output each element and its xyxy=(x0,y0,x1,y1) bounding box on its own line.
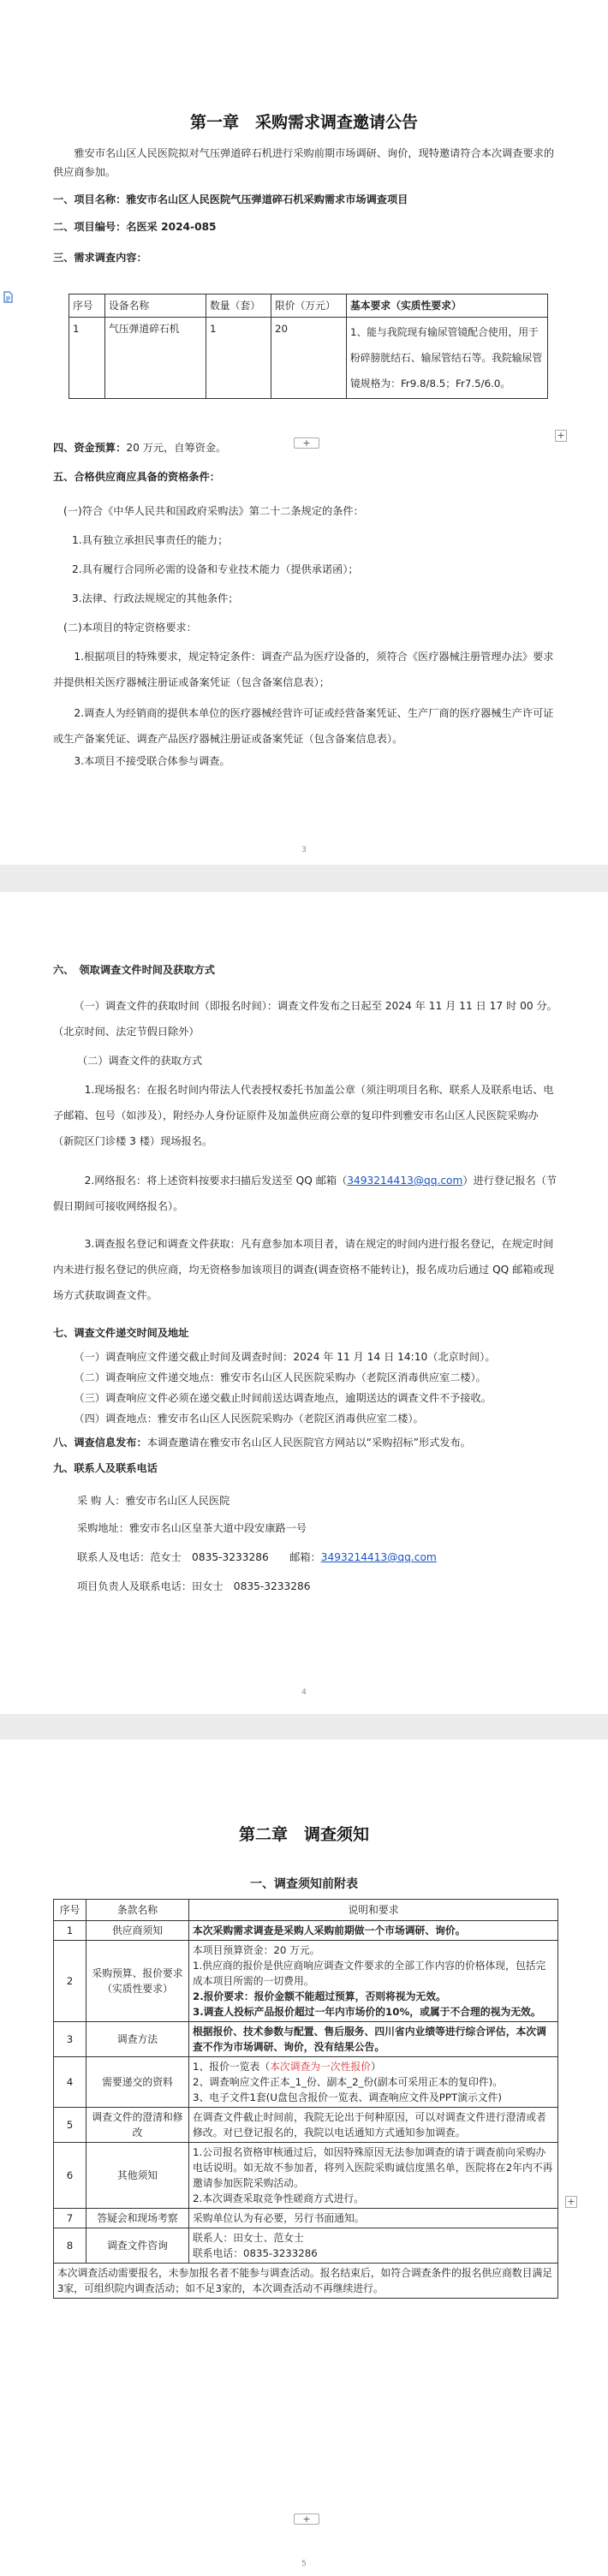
document-page-4 xyxy=(0,892,608,1714)
table-row xyxy=(54,1941,558,2022)
section-eight xyxy=(53,1433,558,1452)
cell-line: 1.供应商的报价是供应商响应调查文件要求的全部工作内容的价格体现，包括完成本项目所需的一切费用。 xyxy=(193,1960,546,1987)
table-cell: 7 xyxy=(54,2209,86,2228)
add-column-button[interactable]: + xyxy=(555,430,567,442)
add-column-button[interactable]: + xyxy=(565,2196,577,2208)
add-row-button[interactable]: + xyxy=(294,2514,319,2525)
table-cell xyxy=(189,2057,558,2108)
qualification-heading: 五、合格供应商应具备的资格条件： xyxy=(53,471,220,483)
chapter-title: 第一章 采购需求调查邀请公告 xyxy=(189,113,418,132)
table-cell xyxy=(189,1941,558,2022)
email-link[interactable]: 3493214413@qq.com xyxy=(347,1175,463,1187)
table-header-cell: 限价（万元） xyxy=(271,294,347,318)
table-row xyxy=(54,2057,558,2108)
table-cell: 5 xyxy=(54,2108,86,2143)
table-cell: 调查文件的澄清和修改 xyxy=(86,2108,189,2143)
text: ） xyxy=(371,2061,381,2073)
table-cell: 供应商须知 xyxy=(86,1921,189,1941)
paragraph: （三）调查响应文件必须在递交截止时间前送达调查地点，逾期送达的调查文件不予接收。 xyxy=(74,1392,492,1404)
table-cell: 调查文件咨询 xyxy=(86,2228,189,2264)
table-header-cell: 基本要求（实质性要求） xyxy=(347,294,548,318)
cell-line: 3、电子文件1套(U盘包含报价一览表、调查响应文件及PPT演示文件) xyxy=(193,2091,503,2103)
condition-item: 3.本项目不接受联合体参与调查。 xyxy=(74,755,230,767)
table-cell: 20 xyxy=(271,318,347,399)
text: ）进行登记报名（节假日期间可接收网络报名）。 xyxy=(53,1175,557,1212)
page-number: 3 xyxy=(301,846,307,854)
text: 2.网络报名：将上述资料按要求扫描后发送至 QQ 邮箱（ xyxy=(84,1175,348,1187)
table-header-row xyxy=(54,1900,558,1921)
project-number: 二、项目编号：名医采 2024-085 xyxy=(53,221,217,233)
table-header-cell: 序号 xyxy=(69,294,105,318)
condition-item: 1.根据项目的特殊要求，规定特定条件：调查产品为医疗设备的，须符合《医疗器械注册管理办法》要求并提供相关医疗器械注册证或备案凭证（包含备案信息表）； xyxy=(53,651,554,688)
table-cell: 1 xyxy=(54,1921,86,1941)
table-cell: 采购单位认为有必要，另行书面通知。 xyxy=(189,2209,558,2228)
page-number: 4 xyxy=(301,1688,307,1697)
table-cell: 8 xyxy=(54,2228,86,2264)
table-cell: 需要递交的资料 xyxy=(86,2057,189,2108)
table-header-cell: 说明和要求 xyxy=(189,1900,558,1921)
highlight-text: 本次调查为一次性报价 xyxy=(270,2061,372,2073)
budget-value: 20 万元，自筹资金。 xyxy=(126,442,227,454)
table-cell: 6 xyxy=(54,2143,86,2209)
email-link[interactable]: 3493214413@qq.com xyxy=(320,1551,437,1563)
condition-item: 1.具有独立承担民事责任的能力； xyxy=(72,534,229,546)
table-cell: 3 xyxy=(54,2022,86,2057)
section-seven-heading: 七、调查文件递交时间及地址 xyxy=(53,1327,189,1339)
table-cell xyxy=(189,2228,558,2264)
table-cell: 气压弹道碎石机 xyxy=(105,318,206,399)
table-row xyxy=(69,318,548,399)
document-page-3 xyxy=(0,0,608,865)
cell-line: 本项目预算资金：20 万元。 xyxy=(193,1944,320,1956)
table-header-cell: 序号 xyxy=(54,1900,86,1921)
table-cell xyxy=(189,2143,558,2209)
condition-item: 2.调查人为经销商的提供本单位的医疗器械经营许可证或经营备案凭证、生产厂商的医疗器械生产许可证或生产备案凭证、调查产品医疗器械注册证或备案凭证（包含备案信息表）。 xyxy=(53,707,554,745)
budget-line xyxy=(53,438,558,457)
page-number: 5 xyxy=(301,2560,307,2568)
intro-paragraph: 雅安市名山区人民医院拟对气压弹道碎石机进行采购前期市场调研、询价，现特邀请符合本次调查要求的供应商参加。 xyxy=(53,147,555,178)
cell-line xyxy=(193,2059,554,2074)
contact-purchaser: 采 购 人：雅安市名山区人民医院 xyxy=(77,1495,230,1507)
table-cell: 在调查文件截止时间前，我院无论出于何种原因，可以对调查文件进行澄清或者修改。对已登记报名的，我院以电话通知方式通知参加调查。 xyxy=(189,2108,558,2143)
notice-table xyxy=(53,1899,558,2299)
paragraph: 1.现场报名：在报名时间内带法人代表授权委托书加盖公章（须注明项目名称、联系人及联系电话、电子邮箱、包号（如涉及），附经办人身份证原件及加盖供应商公章的复印件到雅安市名山区人民医院采购办（新院区门诊楼 3 楼）现场报名。 xyxy=(53,1084,554,1147)
text: 联系人及电话：范女士 0835-3233286 邮箱： xyxy=(77,1551,321,1563)
cell-line: 1.公司报名资格审核通过后，如因特殊原因无法参加调查的请于调查前向采购办电话说明。如无故不参加者，将列入医院采购诚信度黑名单，医院将在2年内不再邀请参加医院采购活动。 xyxy=(193,2146,553,2189)
contact-project-lead: 项目负责人及联系电话：田女士 0835-3233286 xyxy=(77,1580,311,1592)
table-cell: 1 xyxy=(69,318,105,399)
document-icon[interactable] xyxy=(2,291,15,303)
table-cell: 调查方法 xyxy=(86,2022,189,2057)
table-cell: 答疑会和现场考察 xyxy=(86,2209,189,2228)
table-row xyxy=(54,2143,558,2209)
condition-item: 3.法律、行政法规规定的其他条件； xyxy=(72,592,239,604)
add-row-button[interactable]: + xyxy=(294,437,319,449)
table-cell: 其他须知 xyxy=(86,2143,189,2209)
survey-content-heading: 三、需求调查内容： xyxy=(53,252,147,264)
contact-address: 采购地址：雅安市名山区皇茶大道中段安康路一号 xyxy=(77,1522,307,1534)
section-six-heading: 六、 领取调查文件时间及获取方式 xyxy=(53,964,215,976)
section-eight-label: 八、调查信息发布： xyxy=(53,1437,147,1449)
table-cell: 1 xyxy=(206,318,271,399)
section-nine-heading: 九、联系人及联系电话 xyxy=(53,1462,158,1474)
notice-table-title: 一、调查须知前附表 xyxy=(250,1877,358,1891)
cell-line: 联系人：田女士、范女士 xyxy=(193,2232,304,2244)
requirements-table xyxy=(69,294,548,399)
table-header-cell: 条款名称 xyxy=(86,1900,189,1921)
table-cell: 本次采购需求调查是采购人采购前期做一个市场调研、询价。 xyxy=(189,1921,558,1941)
table-header-row xyxy=(69,294,548,318)
paragraph: （二）调查响应文件递交地点：雅安市名山区人民医院采购办（老院区消毒供应室二楼）。 xyxy=(74,1371,486,1383)
condition-general: (一)符合《中华人民共和国政府采购法》第二十二条规定的条件： xyxy=(63,505,364,517)
table-footer-cell: 本次调查活动需要报名，未参加报名者不能参与调查活动。报名结束后，如符合调查条件的报名供应商数目满足3家，可组织院内调查活动；如不足3家的，本次调查活动不再继续进行。 xyxy=(54,2264,558,2299)
table-cell: 1、能与我院现有输尿管镜配合使用，用于粉碎膀胱结石、输尿管结石等。我院输尿管镜规格为：Fr9.8/8.5；Fr7.5/6.0。 xyxy=(347,318,548,399)
table-cell: 4 xyxy=(54,2057,86,2108)
cell-line: 2.本次调查采取竞争性磋商方式进行。 xyxy=(193,2192,365,2204)
table-cell: 根据报价、技术参数与配置、售后服务、四川省内业绩等进行综合评估，本次调查不作为市场调研、询价，没有结果公告。 xyxy=(189,2022,558,2057)
chapter-title: 第二章 调查须知 xyxy=(238,1825,369,1844)
condition-item: 2.具有履行合同所必需的设备和专业技术能力（提供承诺函）； xyxy=(72,563,359,575)
cell-line: 联系电话：0835-3233286 xyxy=(193,2247,318,2259)
table-header-cell: 设备名称 xyxy=(105,294,206,318)
cell-line: 2、调查响应文件正本_1_份、副本_2_份(副本可采用正本的复印件)。 xyxy=(193,2076,504,2088)
paragraph: 3.调查报名登记和调查文件获取：凡有意参加本项目者，请在规定的时间内进行报名登记，在规定时间内未进行报名登记的供应商，均无资格参加该项目的调查(调查资格不能转让)，报名成功后通过 QQ 邮箱或现场方式获取调查文件。 xyxy=(53,1238,554,1301)
paragraph xyxy=(53,1168,558,1219)
project-name: 一、项目名称：雅安市名山区人民医院气压弹道碎石机采购需求市场调查项目 xyxy=(53,193,408,205)
cell-line: 3.调查人投标产品报价超过一年内市场价的10%，或属于不合理的视为无效。 xyxy=(193,2006,541,2018)
table-row xyxy=(54,2108,558,2143)
paragraph: （一）调查文件的获取时间（即报名时间）：调查文件发布之日起至 2024 年 11 月 11 日 17 时 00 分。（北京时间、法定节假日除外） xyxy=(53,1000,557,1038)
section-eight-value: 本调查邀请在雅安市名山区人民医院官方网站以“采购招标”形式发布。 xyxy=(146,1437,471,1449)
table-row xyxy=(54,1921,558,1941)
paragraph: （四）调查地点：雅安市名山区人民医院采购办（老院区消毒供应室二楼）。 xyxy=(74,1413,424,1425)
table-header-cell: 数量（套） xyxy=(206,294,271,318)
table-cell: 采购预算、报价要求（实质性要求） xyxy=(86,1941,189,2022)
table-footer-row xyxy=(54,2264,558,2299)
table-row xyxy=(54,2228,558,2264)
text: 1、报价一览表（ xyxy=(193,2061,271,2073)
paragraph: （一）调查响应文件递交截止时间及调查时间：2024 年 11 月 14 日 14:10（北京时间）。 xyxy=(74,1351,496,1363)
contact-phone-email xyxy=(77,1548,582,1567)
table-cell: 2 xyxy=(54,1941,86,2022)
budget-label: 四、资金预算： xyxy=(53,442,127,454)
cell-line: 2.报价要求：报价金额不能超过预算，否则将视为无效。 xyxy=(193,1990,446,2002)
paragraph: （二）调查文件的获取方式 xyxy=(77,1055,203,1067)
condition-specific: (二)本项目的特定资格要求： xyxy=(63,622,197,634)
table-row xyxy=(54,2022,558,2057)
table-row xyxy=(54,2209,558,2228)
